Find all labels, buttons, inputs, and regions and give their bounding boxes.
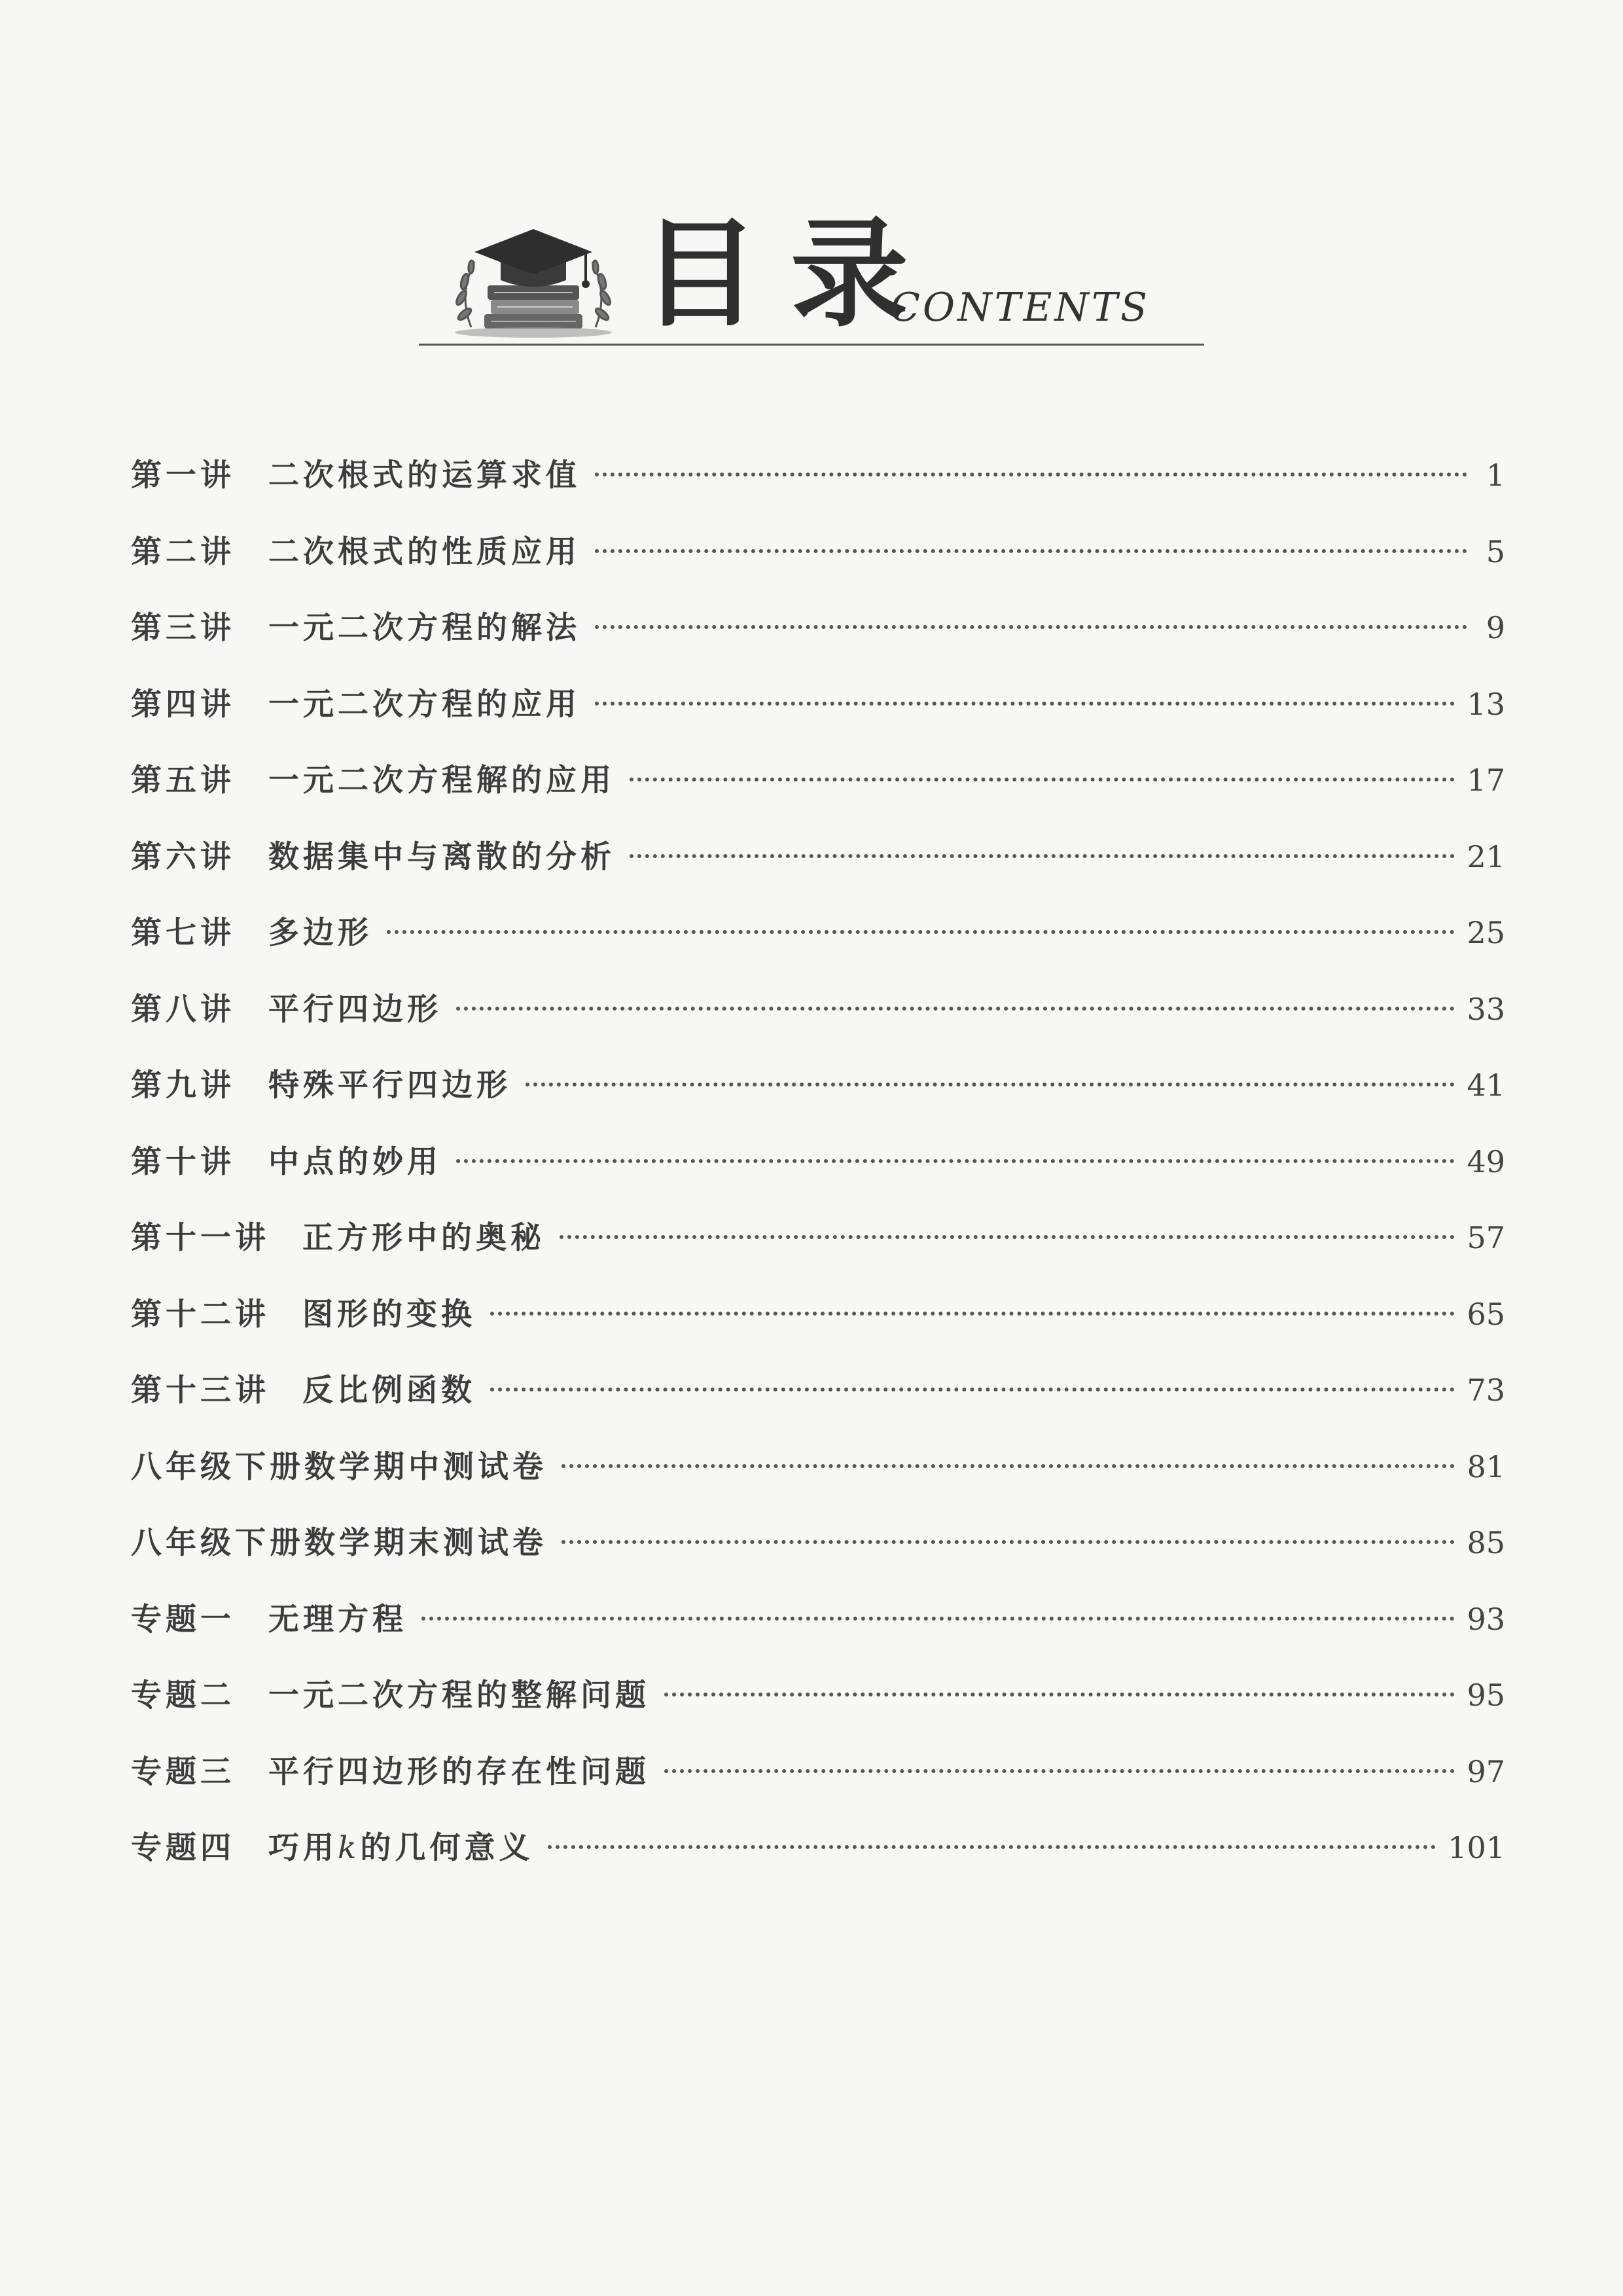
toc-lecture-number: 第二讲 <box>131 533 235 570</box>
page-header <box>419 196 1204 353</box>
math-variable-k: k <box>338 1830 361 1866</box>
dot-leader <box>595 702 1455 706</box>
toc-lecture-number: 第四讲 <box>131 686 235 723</box>
toc-title: 一元二次方程的整解问题 <box>268 1677 650 1713</box>
dot-leader <box>630 778 1455 781</box>
toc-label <box>131 1365 476 1417</box>
toc-title: 一元二次方程的解法 <box>268 610 580 646</box>
toc-label <box>131 1670 650 1722</box>
toc-title: 二次根式的性质应用 <box>268 533 580 570</box>
dot-leader <box>630 854 1455 858</box>
dot-leader <box>490 1388 1455 1391</box>
toc-entry[interactable] <box>131 1211 1505 1288</box>
toc-page-number: 101 <box>1448 1830 1505 1865</box>
toc-title: 平行四边形 <box>268 991 442 1028</box>
toc-topic-number: 专题三 <box>131 1753 235 1790</box>
dot-leader <box>664 1693 1455 1696</box>
toc-title: 中点的妙用 <box>268 1143 442 1180</box>
toc-page-number: 81 <box>1467 1448 1505 1484</box>
toc-lecture-number: 第九讲 <box>131 1067 235 1103</box>
toc-lecture-number: 第三讲 <box>131 610 235 646</box>
dot-leader <box>664 1769 1455 1773</box>
toc-topic-number: 专题二 <box>131 1677 235 1713</box>
toc-entry[interactable] <box>131 983 1505 1060</box>
toc-label <box>131 526 580 579</box>
toc-label <box>131 1136 442 1189</box>
toc-entry[interactable] <box>131 1288 1505 1365</box>
toc-entry[interactable] <box>131 1821 1505 1898</box>
toc-lecture-number: 第一讲 <box>131 457 235 493</box>
dot-leader <box>456 1007 1455 1011</box>
toc-entry[interactable] <box>131 449 1505 526</box>
toc-label <box>131 1517 547 1570</box>
toc-topic-number: 专题一 <box>131 1601 235 1638</box>
toc-label <box>131 907 372 960</box>
dot-leader <box>560 1235 1455 1239</box>
toc-lecture-number: 第十三讲 <box>131 1372 270 1408</box>
toc-page-number: 93 <box>1467 1601 1505 1637</box>
toc-label <box>131 984 442 1036</box>
toc-page-number: 33 <box>1467 991 1505 1027</box>
toc-title: 一元二次方程的应用 <box>268 686 580 723</box>
toc-entry[interactable] <box>131 1746 1505 1822</box>
toc-label <box>131 1441 547 1494</box>
toc-page-number: 9 <box>1486 610 1505 645</box>
toc-entry[interactable] <box>131 526 1505 602</box>
toc-page-number: 21 <box>1467 838 1505 874</box>
dot-leader <box>526 1083 1455 1086</box>
toc-page-number: 85 <box>1467 1525 1505 1560</box>
toc-page-number: 95 <box>1467 1677 1505 1713</box>
toc-label <box>131 450 580 502</box>
toc-topic-number: 专题四 <box>131 1830 235 1866</box>
toc-title: 八年级下册数学期末测试卷 <box>131 1525 547 1561</box>
toc-entry[interactable] <box>131 1516 1505 1593</box>
toc-page-number: 73 <box>1467 1372 1505 1408</box>
toc-title: 无理方程 <box>268 1601 407 1638</box>
toc-page-number: 57 <box>1467 1220 1505 1255</box>
toc-entry[interactable] <box>131 1441 1505 1517</box>
toc-page-number: 25 <box>1467 915 1505 950</box>
toc-entry[interactable] <box>131 906 1505 983</box>
toc-entry[interactable] <box>131 678 1505 755</box>
toc-label <box>131 679 580 731</box>
toc-entry[interactable] <box>131 1669 1505 1746</box>
toc-entry[interactable] <box>131 1364 1505 1441</box>
toc-label <box>131 1060 511 1112</box>
header-divider <box>419 344 1204 346</box>
dot-leader <box>562 1464 1455 1468</box>
dot-leader <box>421 1617 1455 1621</box>
toc-lecture-number: 第十一讲 <box>131 1220 270 1256</box>
toc-label <box>131 1594 407 1646</box>
toc-title: 正方形中的奥秘 <box>302 1220 545 1256</box>
dot-leader <box>548 1845 1436 1849</box>
dot-leader <box>595 473 1467 476</box>
toc-title <box>268 1822 533 1874</box>
toc-title: 图形的变换 <box>302 1296 476 1333</box>
toc-label <box>131 755 615 807</box>
toc-title: 八年级下册数学期中测试卷 <box>131 1448 547 1485</box>
page-title: 目录 <box>641 206 940 343</box>
toc-title-part: 巧用 <box>268 1830 338 1866</box>
table-of-contents <box>131 449 1505 1898</box>
toc-entry[interactable] <box>131 601 1505 678</box>
toc-label <box>131 1289 476 1341</box>
toc-label <box>131 1822 533 1874</box>
toc-page-number: 41 <box>1467 1067 1505 1103</box>
toc-page-number: 1 <box>1486 457 1505 493</box>
toc-label <box>131 831 615 884</box>
dot-leader <box>562 1540 1455 1544</box>
toc-label <box>131 1212 545 1265</box>
toc-page-number: 49 <box>1467 1143 1505 1179</box>
toc-entry[interactable] <box>131 1593 1505 1670</box>
toc-title: 数据集中与离散的分析 <box>268 838 615 875</box>
toc-title: 平行四边形的存在性问题 <box>268 1753 650 1790</box>
toc-lecture-number: 第十讲 <box>131 1143 235 1180</box>
dot-leader <box>387 930 1455 934</box>
toc-title: 二次根式的运算求值 <box>268 457 580 493</box>
toc-lecture-number: 第八讲 <box>131 991 235 1028</box>
toc-page-number: 97 <box>1467 1753 1505 1789</box>
toc-lecture-number: 第十二讲 <box>131 1296 270 1333</box>
toc-page-number: 17 <box>1467 762 1505 798</box>
dot-leader <box>456 1159 1455 1163</box>
toc-entry[interactable] <box>131 831 1505 907</box>
toc-lecture-number: 第六讲 <box>131 838 235 875</box>
toc-title-part: 的几何意义 <box>360 1830 534 1866</box>
toc-title: 多边形 <box>268 915 372 951</box>
toc-page-number: 65 <box>1467 1296 1505 1332</box>
toc-lecture-number: 第五讲 <box>131 762 235 798</box>
toc-entry[interactable] <box>131 1136 1505 1212</box>
graduation-cap-books-icon <box>445 216 622 340</box>
dot-leader <box>595 625 1467 629</box>
dot-leader <box>595 549 1467 553</box>
toc-title: 特殊平行四边形 <box>268 1067 511 1103</box>
toc-title: 反比例函数 <box>302 1372 476 1408</box>
toc-entry[interactable] <box>131 754 1505 831</box>
toc-label <box>131 1746 650 1799</box>
toc-label <box>131 602 580 655</box>
toc-lecture-number: 第七讲 <box>131 915 235 951</box>
toc-title: 一元二次方程解的应用 <box>268 762 615 798</box>
toc-page-number: 5 <box>1486 533 1505 569</box>
toc-entry[interactable] <box>131 1059 1505 1136</box>
dot-leader <box>490 1312 1455 1316</box>
toc-page-number: 13 <box>1467 686 1505 722</box>
page-title-english: CONTENTS <box>890 285 1150 331</box>
